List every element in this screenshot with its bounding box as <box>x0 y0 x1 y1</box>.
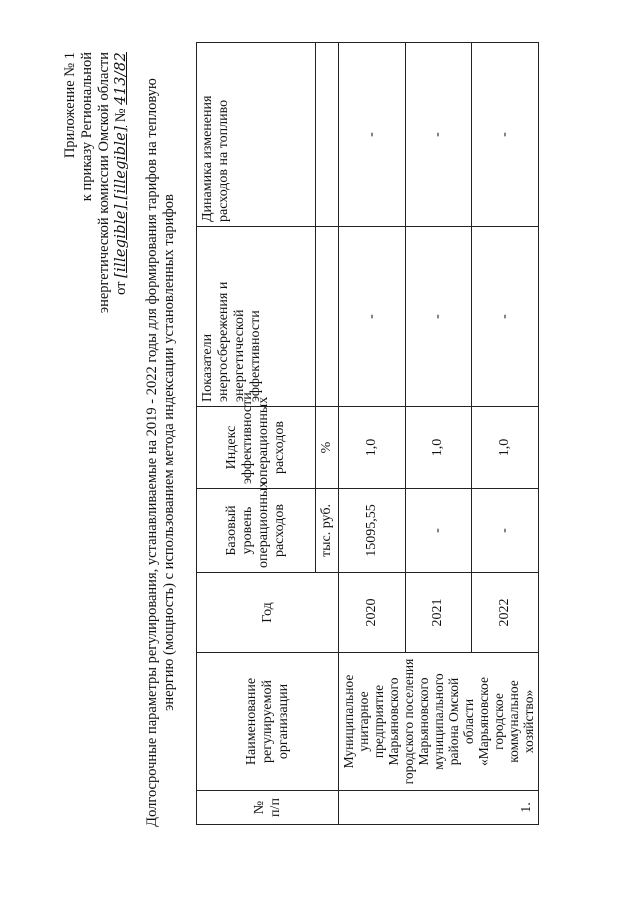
org-name: Муниципальное унитарное предприятие Марьяновского городского поселения Марьяновского муниципального района Омской области «Марьяновское городское коммунальное хозяйство» <box>339 653 539 791</box>
cell-index: 1,0 <box>405 407 472 489</box>
appendix-block <box>62 52 130 313</box>
cell-base: - <box>472 489 539 573</box>
title-line-1: Долгосрочные параметры регулирования, устанавливаемые на 2019 - 2022 годы для формирования тарифов на тепловую <box>144 78 160 827</box>
appendix-order-line: к приказу Региональной <box>79 52 95 202</box>
cell-index: 1,0 <box>339 407 406 489</box>
cell-fuel: - <box>405 43 472 227</box>
cell-base: - <box>405 489 472 573</box>
cell-energy: - <box>339 227 406 407</box>
header-fuel: Динамика изменения расходов на топливо <box>197 43 316 227</box>
header-index: Индекс эффективности операционных расходов <box>197 407 316 489</box>
document-title <box>144 18 178 887</box>
appendix-title: Приложение № 1 <box>62 52 78 159</box>
header-year: Год <box>197 573 339 653</box>
date-prefix: от <box>113 281 129 295</box>
number-prefix: № <box>113 108 129 123</box>
org-number: 1. <box>339 791 539 825</box>
cell-index: 1,0 <box>472 407 539 489</box>
cell-year: 2020 <box>339 573 406 653</box>
cell-year: 2021 <box>405 573 472 653</box>
header-num: № п/п <box>197 791 339 825</box>
header-energy: Показатели энергосбережения и энергетической эффективности <box>197 227 316 407</box>
unit-index: % <box>316 407 339 489</box>
handwritten-number: 413/82 <box>113 52 129 105</box>
cell-energy: - <box>405 227 472 407</box>
cell-fuel: - <box>339 43 406 227</box>
unit-fuel <box>316 43 339 227</box>
cell-energy: - <box>472 227 539 407</box>
title-line-2: энергию (мощность) с использованием метода индексации установленных тарифов <box>161 194 177 711</box>
appendix-commission-line: энергетической комиссии Омской области <box>96 52 112 314</box>
header-org: Наименование регулируемой организации <box>197 653 339 791</box>
cell-base: 15095,55 <box>339 489 406 573</box>
unit-energy <box>316 227 339 407</box>
header-row <box>197 43 316 825</box>
appendix-date-line <box>113 52 130 313</box>
parameters-table <box>196 42 539 825</box>
handwritten-date: [illegible] [illegible] <box>113 125 129 278</box>
cell-fuel: - <box>472 43 539 227</box>
unit-base: тыс. руб. <box>316 489 339 573</box>
table-row <box>339 43 406 825</box>
header-base: Базовый уровень операционных расходов <box>197 489 316 573</box>
cell-year: 2022 <box>472 573 539 653</box>
